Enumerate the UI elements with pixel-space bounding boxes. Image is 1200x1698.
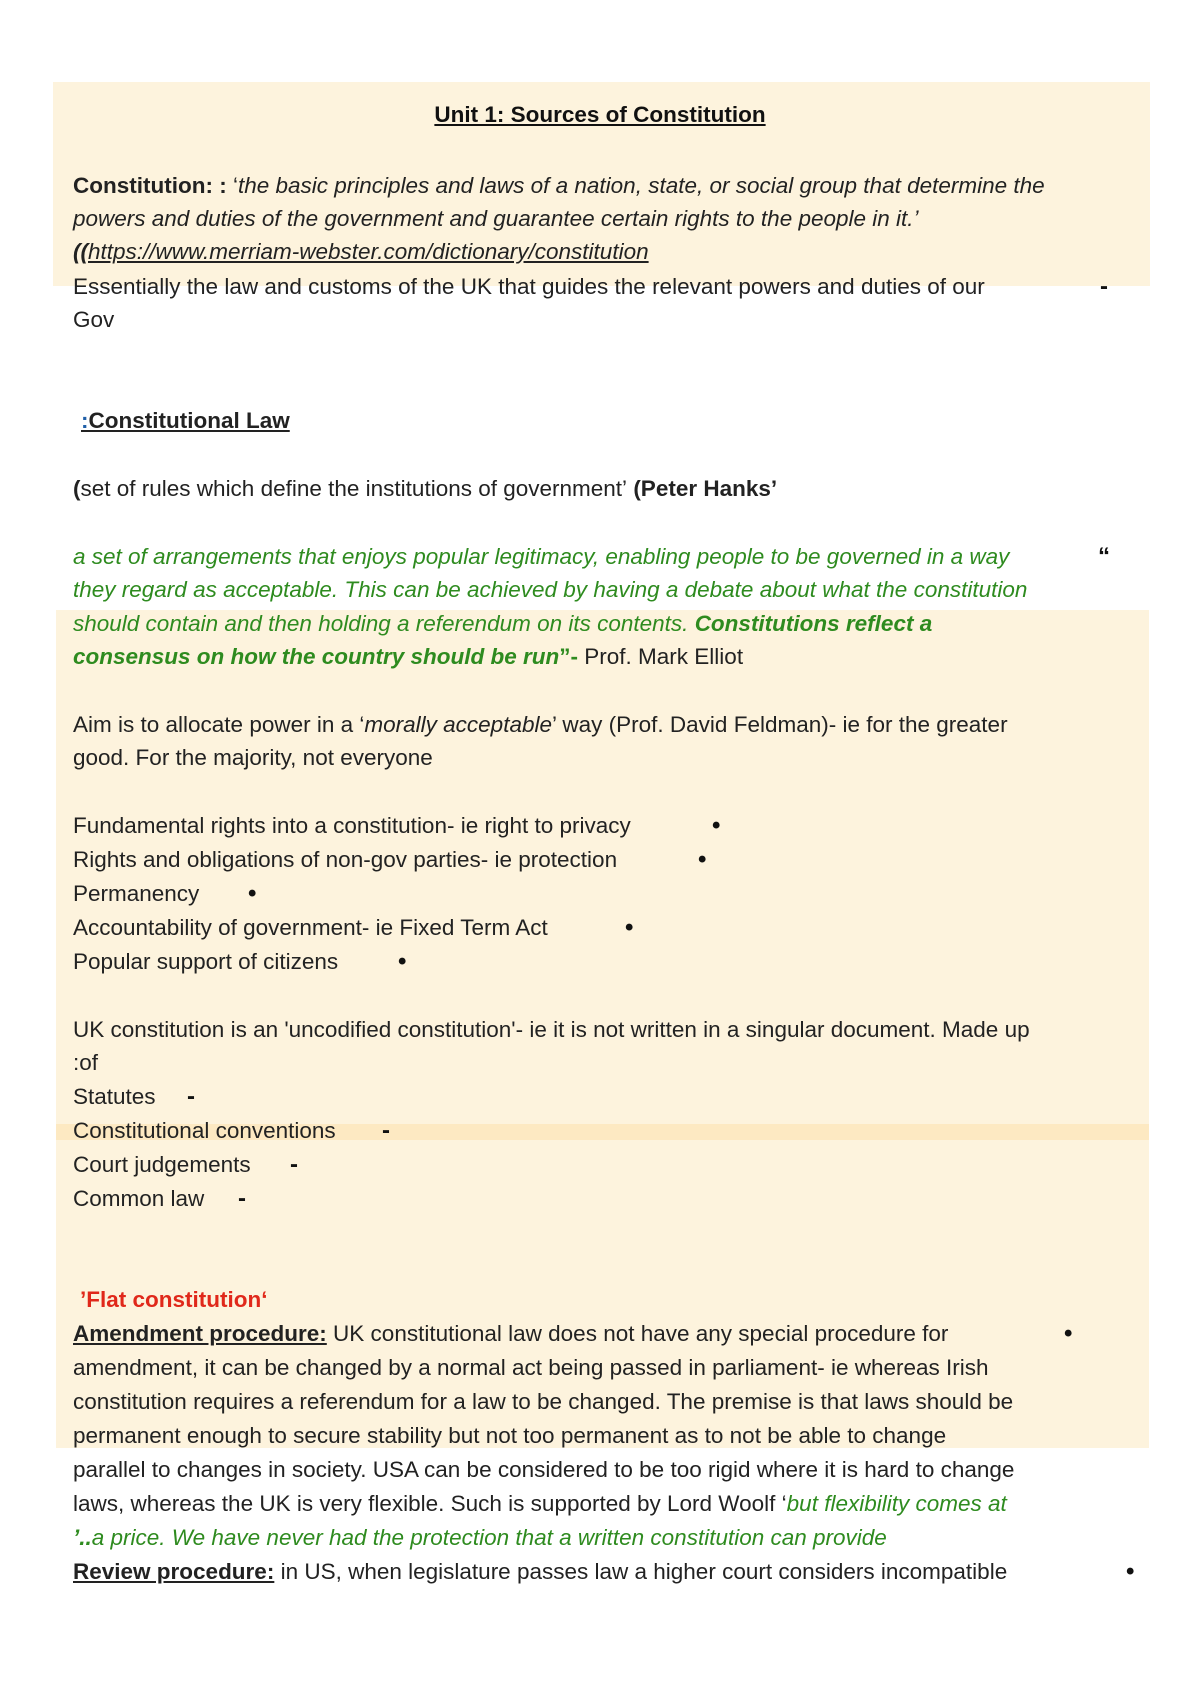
review-label: Review procedure: [73, 1559, 275, 1584]
flat-constitution-heading: ’Flat constitution‘ [80, 1287, 268, 1312]
elliot-author: Prof. Mark Elliot [578, 644, 744, 669]
open-quote: ‘ [232, 173, 238, 198]
aim-text-1a: Aim is to allocate power in a ‘ [73, 712, 365, 737]
amendment-label: Amendment procedure: [73, 1321, 327, 1346]
bullet-marker-2: • [698, 846, 707, 873]
definition-text-1: the basic principles and laws of a nation, state, or social group that determine the [237, 173, 1045, 198]
uncodified-line-1: UK constitution is an 'uncodified constitution'- ie it is not written in a singular document. Made up [73, 1017, 1030, 1042]
aim-text-1b: morally acceptable [364, 712, 552, 737]
elliot-quote-line-3 [73, 608, 932, 640]
woolf-quote-7b: a price. We have never had the protection that a written constitution can provide [91, 1525, 887, 1550]
constitution-source-line [73, 236, 649, 268]
elliot-text-3b: Constitutions reflect a [694, 611, 933, 636]
amendment-line-2: amendment, it can be changed by a normal act being passed in parliament- ie whereas Irish [73, 1355, 989, 1380]
amendment-line-4: permanent enough to secure stability but not too permanent as to not be able to change [73, 1423, 947, 1448]
hanks-quote: set of rules which define the institutions of government’ [80, 476, 628, 501]
source-item-statutes: Statutes [73, 1084, 156, 1109]
feature-item-1: Fundamental rights into a constitution- ie right to privacy [73, 813, 631, 838]
merriam-webster-link[interactable]: https://www.merriam-webster.com/dictionary/constitution [88, 239, 649, 264]
page-title: Unit 1: Sources of Constitution [434, 102, 766, 127]
amendment-line-3: constitution requires a referendum for a law to be changed. The premise is that laws should be [73, 1389, 1014, 1414]
dash-marker-note: - [1100, 273, 1108, 300]
constitution-label: Constitution: : [73, 173, 233, 198]
amendment-line-7 [73, 1522, 887, 1554]
source-item-conventions: Constitutional conventions [73, 1118, 336, 1143]
amendment-text-6a: laws, whereas the UK is very flexible. Such is supported by Lord Woolf ‘ [73, 1491, 787, 1516]
constitutional-law-heading [81, 405, 290, 437]
amendment-line-1 [73, 1318, 948, 1350]
elliot-quote-line-1: a set of arrangements that enjoys popular legitimacy, enabling people to be governed in a way [73, 544, 1010, 569]
review-text-1: in US, when legislature passes law a higher court considers incompatible [274, 1559, 1008, 1584]
bullet-marker-review: • [1126, 1558, 1135, 1585]
source-item-common-law: Common law [73, 1186, 205, 1211]
amendment-line-5: parallel to changes in society. USA can be considered to be too rigid where it is hard to change [73, 1457, 1015, 1482]
hanks-open-paren: ( [73, 476, 81, 501]
elliot-quote-mark: “ [1098, 543, 1110, 570]
woolf-quote-7a: ’.. [73, 1525, 92, 1550]
review-line-1 [73, 1556, 1007, 1588]
heading-colon: : [81, 408, 89, 433]
feature-item-2: Rights and obligations of non-gov parties- ie protection [73, 847, 618, 872]
source-prefix: (( [73, 239, 88, 264]
source-item-court-judgements: Court judgements [73, 1152, 251, 1177]
amendment-text-1: UK constitutional law does not have any special procedure for [326, 1321, 949, 1346]
dash-marker-4: - [238, 1185, 246, 1212]
dash-marker-2: - [382, 1117, 390, 1144]
woolf-quote-6b: but flexibility comes at [786, 1491, 1007, 1516]
feature-item-5: Popular support of citizens [73, 949, 339, 974]
hanks-author: (Peter Hanks’ [627, 476, 778, 501]
constitution-definition-line-1 [73, 170, 1045, 202]
elliot-quote-line-4 [73, 641, 743, 673]
aim-line-1 [73, 709, 1008, 741]
bullet-marker-5: • [398, 948, 407, 975]
bullet-marker-4: • [625, 914, 634, 941]
dash-marker-3: - [290, 1151, 298, 1178]
bullet-marker-3: • [248, 880, 257, 907]
constitution-definition-line-2: powers and duties of the government and guarantee certain rights to the people in it.’ [73, 206, 919, 231]
constitution-note-line-1: Essentially the law and customs of the UK that guides the relevant powers and duties of our [73, 274, 985, 299]
aim-text-1c: ’ way (Prof. David Feldman)- ie for the greater [551, 712, 1008, 737]
elliot-text-4a: consensus on how the country should be run [73, 644, 560, 669]
heading-text: Constitutional Law [88, 408, 290, 433]
hanks-quote-line [73, 473, 777, 505]
elliot-text-3a: should contain and then holding a referendum on its contents. [73, 611, 695, 636]
feature-item-4: Accountability of government- ie Fixed Term Act [73, 915, 548, 940]
feature-item-3: Permanency [73, 881, 200, 906]
uncodified-line-2: :of [73, 1050, 99, 1075]
aim-line-2: good. For the majority, not everyone [73, 745, 433, 770]
bullet-marker-1: • [712, 812, 721, 839]
amendment-line-6 [73, 1488, 1007, 1520]
dash-marker-1: - [187, 1083, 195, 1110]
bullet-marker-amendment: • [1064, 1320, 1073, 1347]
constitution-note-line-2: Gov [73, 307, 115, 332]
elliot-text-4b: ”- [559, 644, 579, 669]
elliot-quote-line-2: they regard as acceptable. This can be achieved by having a debate about what the constitution [73, 577, 1028, 602]
